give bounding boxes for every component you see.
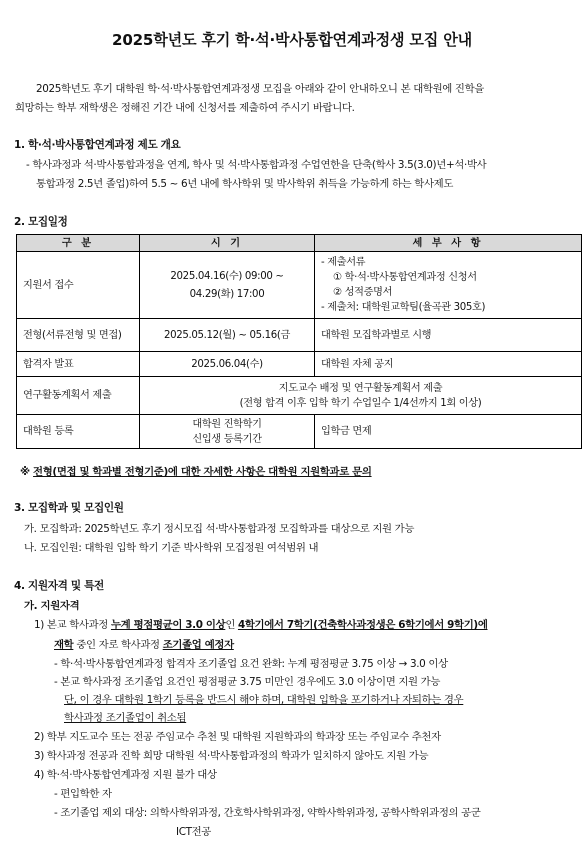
table-header-row <box>17 235 582 252</box>
section-3-heading: 3. 모집학과 및 모집인원 <box>14 502 124 514</box>
intro-line-1: 2025학년도 후기 대학원 학·석·박사통합연계과정생 모집을 아래와 같이 안내하오니 본 대학원에 진학을 <box>36 83 484 95</box>
qualification-1 <box>34 616 488 631</box>
qualification-1-sub-2: - 본교 학사과정 조기졸업 요건인 평점평균 3.75 미만인 경우에도 3.0 이상이면 지원 가능 <box>54 676 441 688</box>
schedule-note-text: 전형(면접 및 학과별 전형기준)에 대한 자세한 사항은 대학원 지원학과로 문의 <box>33 466 372 478</box>
intro-line-2: 희망하는 학부 재학생은 정해진 기간 내에 신청서를 제출하여 주시기 바랍니다. <box>15 102 355 114</box>
header-category: 구 분 <box>17 235 140 252</box>
qualification-emphasis: 누계 평점평균이 3.0 이상 <box>110 619 226 631</box>
period-line: 대학원 진학학기 <box>192 418 262 430</box>
table-row <box>17 319 582 352</box>
qualification-2: 2) 학부 지도교수 또는 전공 주임교수 추천 및 대학원 지원학과의 학과장 또는 주임교수 추천자 <box>34 731 441 743</box>
qualification-4-sub-3: ICT전공 <box>176 826 211 838</box>
detail-line: (전형 합격 이후 입학 학기 수업일수 1/4선까지 1회 이상) <box>239 397 482 409</box>
section-4-subheading: 가. 지원자격 <box>24 600 80 612</box>
qualification-1-cont <box>54 636 234 651</box>
detail-line: ② 성적증명서 <box>333 287 393 298</box>
schedule-note <box>20 463 372 478</box>
section-1-heading: 1. 학·석·박사통합연계과정 제도 개요 <box>14 139 181 151</box>
header-period: 시 기 <box>140 235 315 252</box>
section-2-heading: 2. 모집일정 <box>14 216 68 228</box>
row-label: 대학원 등록 <box>17 415 140 449</box>
row-period: 2025.05.12(월) ~ 05.16(금 <box>140 319 315 352</box>
qualification-emphasis: 4학기에서 7학기(건축학사과정생은 6학기에서 9학기)에 <box>237 619 488 631</box>
qualification-3: 3) 학사과정 전공과 진학 희망 대학원 석·박사통합과정의 학과가 일치하지 않아도 지원 가능 <box>34 750 429 762</box>
section-3-item-b: 나. 모집인원: 대학원 입학 학기 기준 박사학위 모집정원 여석범위 내 <box>24 542 319 554</box>
row-label: 전형(서류전형 및 면접) <box>17 319 140 352</box>
row-period: 2025.06.04(수) <box>140 352 315 377</box>
row-label: 지원서 접수 <box>17 252 140 319</box>
period-line: 04.29(화) 17:00 <box>189 288 265 300</box>
qualification-emphasis: 재학 <box>54 639 74 651</box>
row-period <box>140 415 315 449</box>
qualification-text: 인 <box>225 619 238 631</box>
row-label: 연구활동계획서 제출 <box>17 377 140 415</box>
reference-mark-icon: ※ <box>20 466 30 478</box>
section-3-item-a: 가. 모집학과: 2025학년도 후기 정시모집 석·박사통합과정 모집학과를 대상으로 지원 가능 <box>24 523 415 535</box>
table-row <box>17 252 582 319</box>
header-details: 세 부 사 항 <box>315 235 582 252</box>
detail-line: - 제출서류 <box>321 257 366 268</box>
row-details: 대학원 모집학과별로 시행 <box>315 319 582 352</box>
table-row <box>17 415 582 449</box>
schedule-table <box>16 234 582 449</box>
qualification-1-sub-3: 단, 이 경우 대학원 1학기 등록을 반드시 해야 하며, 대학원 입학을 포기하거나 자퇴하는 경우 <box>64 694 464 706</box>
qualification-emphasis: 조기졸업 예정자 <box>162 639 234 651</box>
detail-line: 지도교수 배정 및 연구활동계획서 제출 <box>278 382 443 394</box>
qualification-text: 중인 자로 학사과정 <box>73 639 163 651</box>
period-line: 2025.04.16(수) 09:00 ~ <box>170 270 284 282</box>
qualification-4-sub-2: - 조기졸업 제외 대상: 의학사학위과정, 간호학사학위과정, 약학사학위과정, 공학사학위과정의 공군 <box>54 807 481 819</box>
period-line: 신입생 등록기간 <box>192 433 262 445</box>
section-1-line-2: 통합과정 2.5년 졸업)하여 5.5 ~ 6년 내에 학사학위 및 박사학위 취득을 가능하게 하는 학사제도 <box>36 178 454 190</box>
row-period <box>140 252 315 319</box>
row-label: 합격자 발표 <box>17 352 140 377</box>
detail-line: - 제출처: 대학원교학팀(율곡관 305호) <box>321 302 486 313</box>
document-title: 2025학년도 후기 학·석·박사통합연계과정생 모집 안내 <box>112 31 472 49</box>
section-4-heading: 4. 지원자격 및 특전 <box>14 580 104 592</box>
qualification-4: 4) 학·석·박사통합연계과정 지원 불가 대상 <box>34 769 217 781</box>
row-details <box>315 252 582 319</box>
qualification-4-sub-1: - 편입학한 자 <box>54 788 112 800</box>
detail-line: ① 학·석·박사통합연계과정 신청서 <box>333 272 477 283</box>
qualification-1-sub-1: - 학·석·박사통합연계과정 합격자 조기졸업 요건 완화: 누계 평점평균 3.75 이상 → 3.0 이상 <box>54 658 448 670</box>
row-details <box>140 377 582 415</box>
row-details: 대학원 자체 공지 <box>315 352 582 377</box>
table-row <box>17 352 582 377</box>
table-row <box>17 377 582 415</box>
row-details: 입학금 면제 <box>315 415 582 449</box>
section-1-line-1: - 학사과정과 석·박사통합과정을 연계, 학사 및 석·박사통합과정 수업연한을 단축(학사 3.5(3.0)년+석·박사 <box>26 159 487 171</box>
qualification-text: 1) 본교 학사과정 <box>34 619 111 631</box>
qualification-1-sub-4: 학사과정 조기졸업이 취소됨 <box>64 712 187 724</box>
